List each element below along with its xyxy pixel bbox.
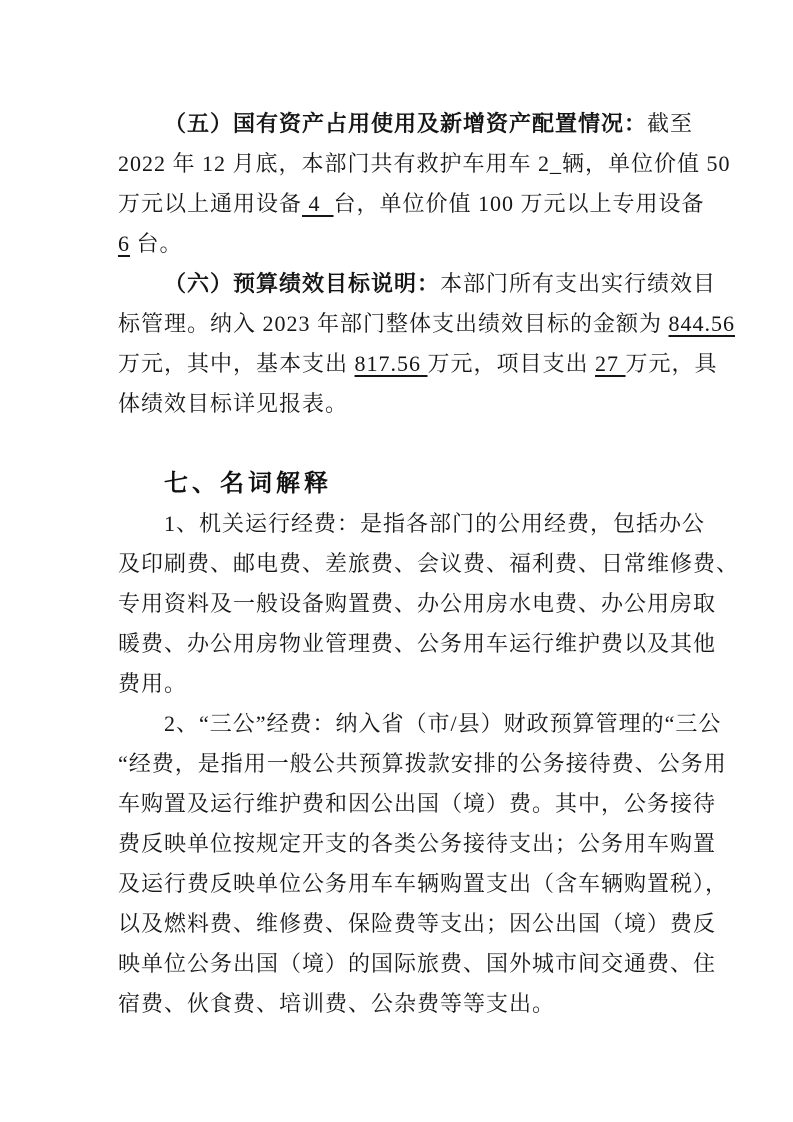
section6-line-2 [118, 304, 736, 344]
text-run: 台，单位价值 100 万元以上专用设备 [333, 191, 705, 216]
glossary-p2-line-8 [118, 984, 675, 1024]
underlined-value-basic-expense: 817.56 [354, 351, 428, 376]
glossary-p1-line-1 [118, 504, 706, 544]
section5-line-1 [118, 104, 694, 144]
text-run: 万元，其中，基本支出 [118, 351, 355, 376]
text-run: 本部门所有支出实行绩效目 [440, 271, 717, 296]
text-run: 万元，具 [625, 351, 718, 376]
text-run: “经费，是指用一般公共预算拨款安排的公务接待费、公务用 [118, 751, 727, 776]
glossary-p2-line-6 [118, 904, 717, 944]
section5-title: （五）国有资产占用使用及新增资产配置情况： [164, 111, 648, 136]
text-run: 1、机关运行经费：是指各部门的公用经费，包括办公 [164, 511, 706, 536]
section6-title: （六）预算绩效目标说明： [164, 271, 441, 296]
section6-line-4 [118, 384, 675, 424]
text-run: 暖费、办公用房物业管理费、公务用车运行维护费以及其他 [118, 631, 717, 656]
glossary-p2-line-2 [118, 744, 727, 784]
glossary-p2-line-3 [118, 784, 717, 824]
text-run: 标管理。纳入 2023 年部门整体支出绩效目标的金额为 [118, 311, 669, 336]
glossary-p1-line-4 [118, 624, 717, 664]
text-run: 及印刷费、邮电费、差旅费、会议费、福利费、日常维修费、 [118, 551, 740, 576]
text-run: 万元，项目支出 [427, 351, 596, 376]
text-run: 宿费、伙食费、培训费、公杂费等等支出。 [118, 991, 556, 1016]
glossary-p2-line-5 [118, 864, 729, 904]
blank-line [118, 424, 675, 464]
text-run: 费用。 [118, 671, 188, 696]
underlined-value-project-expense: 27 [595, 351, 626, 376]
section5-line-3 [118, 184, 705, 224]
underlined-value-total-amount: 844.56 [668, 311, 736, 336]
text-run: 2、“三公”经费：纳入省（市/县）财政预算管理的“三公 [164, 711, 722, 736]
glossary-p1-line-5 [118, 664, 675, 704]
section5-line-4 [118, 224, 675, 264]
text-run: 映单位公务出国（境）的国际旅费、国外城市间交通费、住 [118, 951, 717, 976]
text-run: 体绩效目标详见报表。 [118, 391, 349, 416]
text-run: 截至 [647, 111, 694, 136]
glossary-p2-line-4 [118, 824, 717, 864]
text-run: 台。 [130, 231, 183, 256]
glossary-p1-line-3 [118, 584, 717, 624]
section6-line-1 [118, 264, 717, 304]
text-run: 专用资料及一般设备购置费、办公用房水电费、办公用房取 [118, 591, 717, 616]
text-run: 万元以上通用设备 [118, 191, 303, 216]
text-run: 及运行费反映单位公务用车车辆购置支出（含车辆购置税）， [118, 871, 729, 896]
text-run: 以及燃料费、维修费、保险费等支出；因公出国（境）费反 [118, 911, 717, 936]
underlined-value-general-equipment: 4 [302, 191, 334, 216]
glossary-p2-line-7 [118, 944, 717, 984]
section7-heading: 七、名词解释 [164, 470, 332, 497]
text-run: 车购置及运行维护费和因公出国（境）费。其中，公务接待 [118, 791, 717, 816]
section6-line-3 [118, 344, 718, 384]
section5-line-2 [118, 144, 731, 184]
text-run: 费反映单位按规定开支的各类公务接待支出；公务用车购置 [118, 831, 717, 856]
glossary-p2-line-1 [118, 704, 722, 744]
underlined-value-special-equipment: 6 [118, 231, 130, 256]
glossary-p1-line-2 [118, 544, 740, 584]
text-run: 2022 年 12 月底，本部门共有救护车用车 2_辆，单位价值 50 [118, 151, 731, 176]
